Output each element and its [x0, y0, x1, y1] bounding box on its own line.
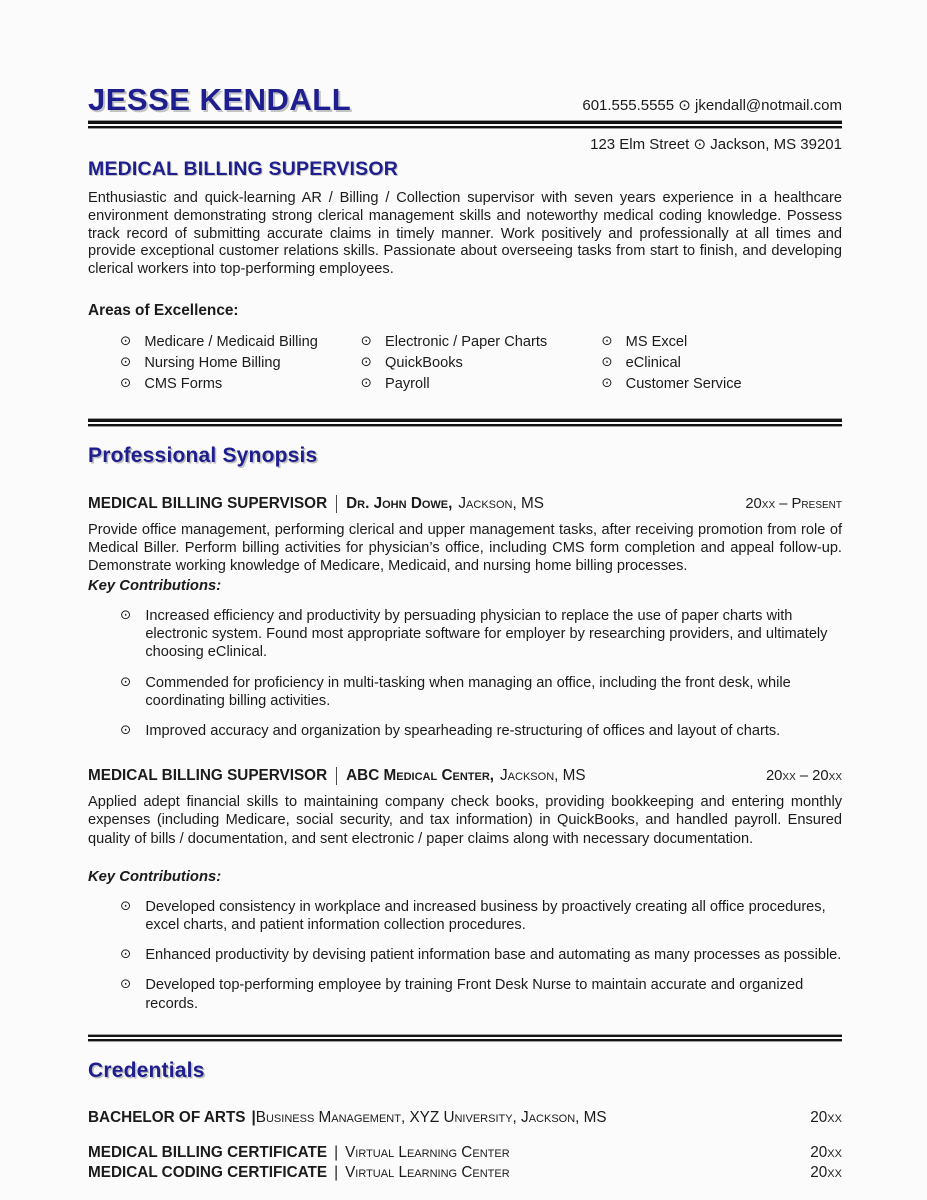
contact-separator-icon: ⊙ — [678, 97, 691, 114]
list-item — [120, 976, 842, 1012]
contribution-text: Developed top-performing employee by training Front Desk Nurse to maintain accurate and organized records. — [145, 977, 804, 1012]
credential-row — [88, 1109, 842, 1127]
credential-title: MEDICAL CODING CERTIFICATE — [88, 1163, 328, 1181]
header-divider — [88, 120, 842, 129]
credential-row — [88, 1144, 842, 1162]
skill-label: Nursing Home Billing — [144, 355, 281, 372]
list-item — [120, 898, 842, 934]
bullet-icon: ⊙ — [360, 332, 372, 348]
list-item — [361, 354, 602, 372]
job-header — [88, 495, 842, 513]
bullet-icon: ⊙ — [120, 354, 132, 370]
key-contributions-list — [120, 607, 842, 740]
job-description: Applied adept financial skills to maintaining company check books, providing bookkeeping and entering monthly expenses (including Medicare, social security, and tax information) in QuickBooks, and handled payroll. Ensured quality of bills / documentation, and sent electronic / paper claims along with necessary documentation. — [88, 794, 842, 847]
job-company: Dr. John Dowe, — [346, 494, 453, 512]
section-divider — [88, 1034, 842, 1042]
bullet-icon: ⊙ — [120, 946, 132, 962]
areas-of-excellence — [120, 333, 842, 397]
job-dates: 20xx – 20xx — [765, 768, 842, 785]
bullet-icon: ⊙ — [601, 354, 613, 370]
credential-year: 20xx — [810, 1143, 842, 1161]
email-address: jkendall@notmail.com — [695, 97, 842, 114]
credential-row — [88, 1164, 842, 1182]
bullet-icon: ⊙ — [360, 354, 372, 370]
areas-column-3 — [601, 333, 842, 397]
skill-label: eClinical — [625, 355, 681, 372]
job-location: Jackson, MS — [458, 494, 544, 512]
pipe-divider: | — [334, 1143, 339, 1161]
job-location: Jackson, MS — [500, 767, 586, 785]
job-title: MEDICAL BILLING SUPERVISOR — [88, 767, 328, 785]
areas-column-1 — [120, 333, 361, 397]
skill-label: MS Excel — [625, 333, 688, 350]
list-item — [361, 333, 602, 351]
key-contributions-label: Key Contributions: — [88, 868, 222, 885]
credential-title: MEDICAL BILLING CERTIFICATE — [88, 1143, 328, 1161]
contact-separator-icon: ⊙ — [693, 136, 707, 153]
summary-paragraph: Enthusiastic and quick-learning AR / Billing / Collection supervisor with seven years experience in a healthcare environment demonstrating strong clerical management skills and noteworthy medical coding knowledge. Possess track record of submitting accurate claims in timely manner. Work positively and professionally at all times and provide exceptional customer relations skills. Passionate about overseeing tasks from start to finish, and developing clerical workers into top-performing employees. — [88, 190, 842, 278]
credential-detail: Virtual Learning Center — [345, 1163, 510, 1181]
person-name: JESSE KENDALL — [88, 82, 352, 117]
header — [88, 84, 842, 115]
job-title: MEDICAL BILLING SUPERVISOR — [88, 494, 328, 512]
section-heading-credentials: Credentials — [88, 1058, 205, 1082]
skill-label: Medicare / Medicaid Billing — [144, 333, 318, 350]
list-item — [120, 333, 361, 351]
key-contributions-list — [120, 898, 842, 1013]
list-item — [120, 375, 361, 393]
list-item — [601, 333, 842, 351]
list-item — [120, 946, 842, 964]
list-item — [120, 354, 361, 372]
list-item — [120, 722, 842, 740]
list-item — [120, 607, 842, 662]
section-divider — [88, 418, 842, 427]
key-contributions-label: Key Contributions: — [88, 577, 222, 594]
job-description: Provide office management, performing clerical and upper management tasks, after receiving promotion from role of Medical Biller. Perform billing activities for physician’s office, including CMS form completion and appeal follow-up. Demonstrate working knowledge of Medicare, Medicaid, and nursing home billing processes. — [88, 521, 842, 574]
phone-number: 601.555.5555 — [582, 97, 675, 114]
job-header — [88, 767, 842, 785]
contribution-text: Increased efficiency and productivity by persuading physician to replace the use of paper charts with electronic system. Found most appropriate software for employer by researching providers, and ultimately choosing eClinical. — [145, 607, 828, 661]
areas-column-2 — [361, 333, 602, 397]
bullet-icon: ⊙ — [120, 606, 132, 622]
skill-label: Payroll — [384, 376, 430, 393]
skill-label: QuickBooks — [384, 355, 463, 372]
credential-title: BACHELOR OF ARTS — [88, 1108, 246, 1126]
credential-detail: Business Management, XYZ University, Jackson, MS — [255, 1108, 607, 1126]
document-title: MEDICAL BILLING SUPERVISOR — [88, 158, 399, 180]
bullet-icon: ⊙ — [601, 332, 613, 348]
bullet-icon: ⊙ — [120, 897, 132, 913]
bullet-icon: ⊙ — [120, 673, 132, 689]
bullet-icon: ⊙ — [601, 375, 613, 391]
areas-heading: Areas of Excellence: — [88, 301, 239, 319]
credential-year: 20xx — [810, 1108, 842, 1126]
skill-label: CMS Forms — [144, 376, 223, 393]
job-company: ABC Medical Center, — [346, 767, 495, 785]
pipe-divider: | — [334, 1163, 339, 1181]
credential-detail: Virtual Learning Center — [345, 1143, 510, 1161]
contribution-text: Developed consistency in workplace and increased business by proactively creating all office procedures, excel charts, and patient information collection procedures. — [145, 898, 826, 933]
pipe-divider — [336, 767, 337, 785]
street-address: 123 Elm Street — [590, 136, 690, 153]
job-dates: 20xx – Present — [745, 495, 842, 512]
credential-year: 20xx — [810, 1163, 842, 1181]
contribution-text: Improved accuracy and organization by spearheading re-structuring of offices and layout of charts. — [145, 723, 781, 740]
pipe-divider: | — [251, 1108, 256, 1126]
bullet-icon: ⊙ — [120, 722, 132, 738]
bullet-icon: ⊙ — [120, 375, 132, 391]
contact-line — [582, 96, 842, 115]
bullet-icon: ⊙ — [360, 375, 372, 391]
list-item — [601, 375, 842, 393]
skill-label: Electronic / Paper Charts — [384, 333, 548, 350]
contribution-text: Commended for proficiency in multi-tasking when managing an office, including the front desk, while coordinating billing activities. — [145, 674, 791, 709]
contribution-text: Enhanced productivity by devising patient information base and automating as many processes as possible. — [145, 947, 842, 964]
list-item — [601, 354, 842, 372]
section-heading-synopsis: Professional Synopsis — [88, 443, 318, 467]
skill-label: Customer Service — [625, 376, 742, 393]
address-line — [88, 135, 842, 153]
pipe-divider — [336, 495, 337, 513]
bullet-icon: ⊙ — [120, 332, 132, 348]
list-item — [120, 674, 842, 710]
city-state-zip: Jackson, MS 39201 — [710, 136, 842, 153]
list-item — [361, 375, 602, 393]
bullet-icon: ⊙ — [120, 976, 132, 992]
